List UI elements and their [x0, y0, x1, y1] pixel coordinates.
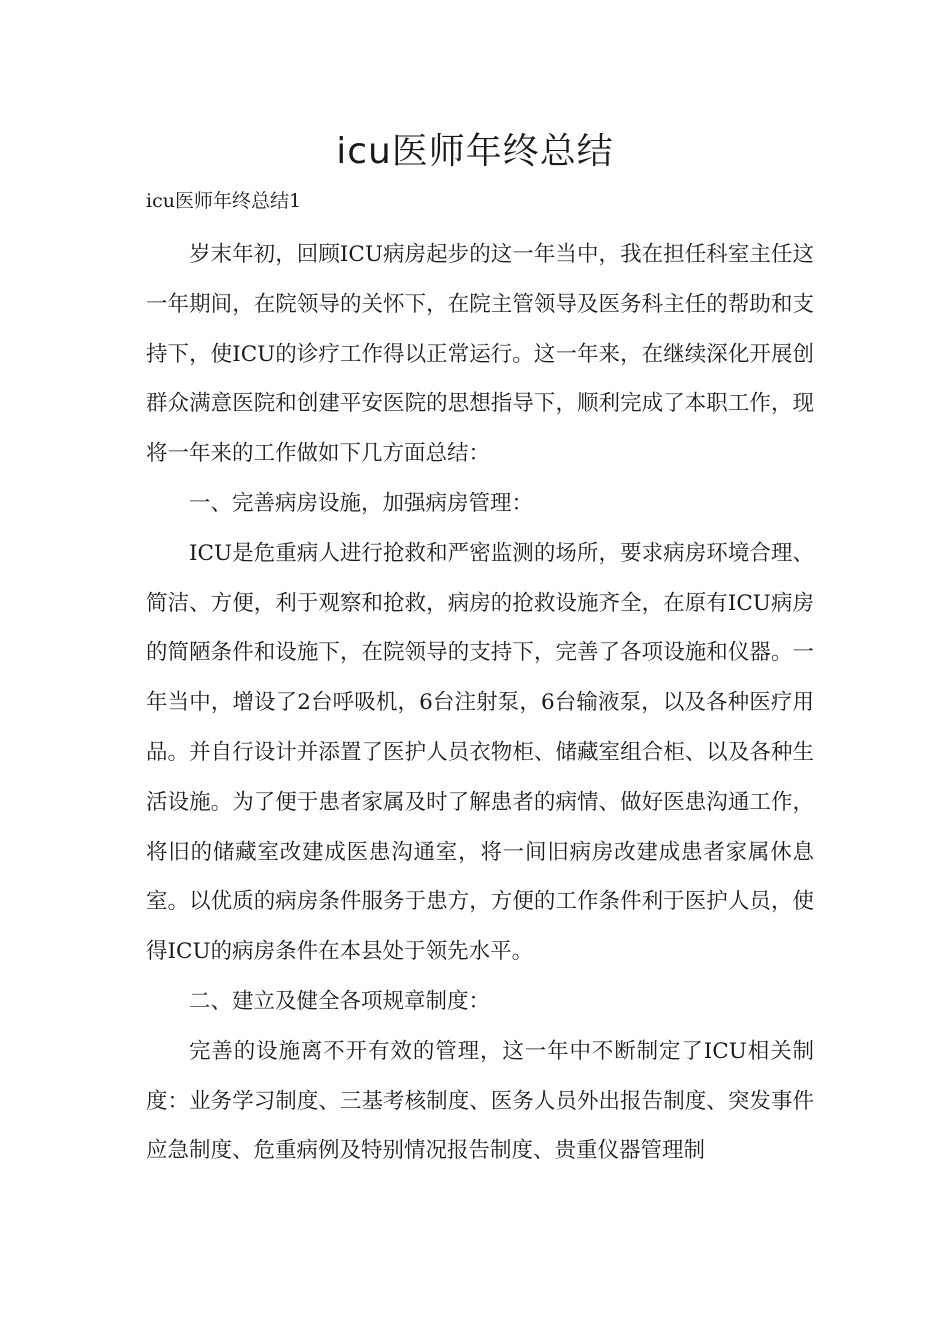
paragraph-facilities: ICU是危重病人进行抢救和严密监测的场所，要求病房环境合理、简洁、方便，利于观察和抢救，病房的抢救设施齐全，在原有ICU病房的简陋条件和设施下，在院领导的支持下，完善了各项设施和仪器。一年当中，增设了2台呼吸机，6台注射泵，6台输液泵，以及各种医疗用品。并自行设计并添置了医护人员衣物柜、储藏室组合柜、以及各种生活设施。为了便于患者家属及时了解患者的病情、做好医患沟通工作，将旧的储藏室改建成医患沟通室，将一间旧病房改建成患者家属休息室。以优质的病房条件服务于患方，方便的工作条件利于医护人员，使得ICU的病房条件在本县处于领先水平。 [146, 540, 814, 965]
paragraph-regulations: 完善的设施离不开有效的管理，这一年中不断制定了ICU相关制度：业务学习制度、三基考核制度、医务人员外出报告制度、突发事件应急制度、危重病例及特别情况报告制度、贵重仪器管理制 [146, 1038, 814, 1164]
document-subtitle: icu医师年终总结1 [146, 190, 302, 212]
paragraph-intro: 岁末年初，回顾ICU病房起步的这一年当中，我在担任科室主任这一年期间，在院领导的关怀下，在院主管领导及医务科主任的帮助和支持下，使ICU的诊疗工作得以正常运行。这一年来，在继续深化开展创群众满意医院和创建平安医院的思想指导下，顺利完成了本职工作，现将一年来的工作做如下几方面总结： [146, 242, 814, 467]
section-heading-2: 二、建立及健全各项规章制度： [189, 988, 491, 1014]
document-title: icu医师年终总结 [336, 131, 614, 172]
section-heading-1: 一、完善病房设施，加强病房管理： [189, 490, 534, 516]
document-body [146, 230, 814, 1176]
